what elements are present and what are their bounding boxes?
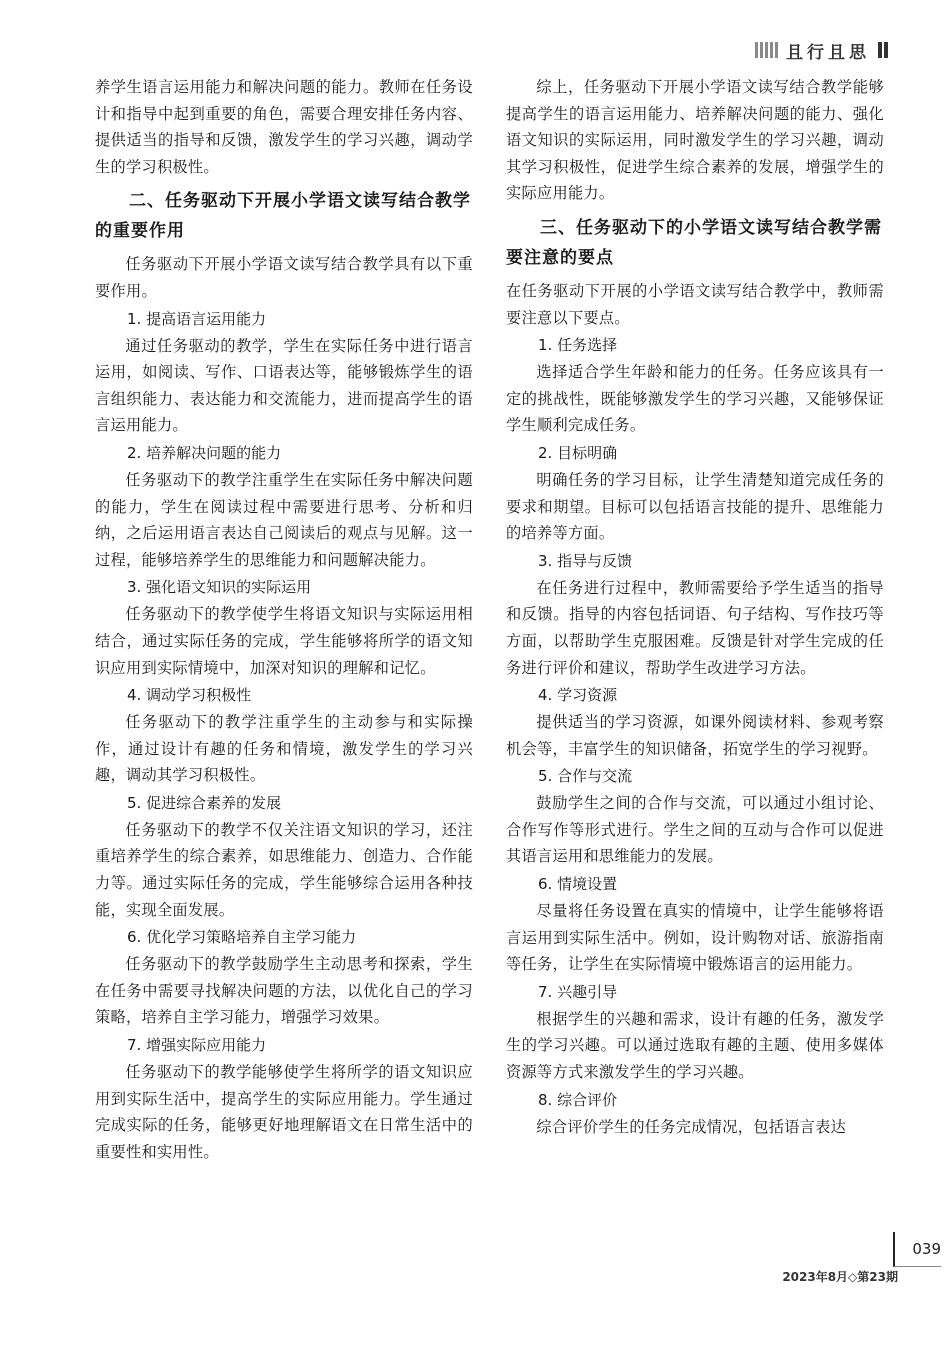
paragraph: 任务驱动下的教学鼓励学生主动思考和探索，学生在任务中需要寻找解决问题的方法，以优化自己的学习策略，培养自主学习能力，增强学习效果。: [95, 955, 473, 1027]
subheading: 7. 兴趣引导: [538, 982, 618, 1001]
subheading: 2. 培养解决问题的能力: [127, 443, 282, 462]
left-column: [95, 74, 473, 1165]
page-number: 039: [893, 1232, 941, 1267]
subheading: 4. 调动学习积极性: [127, 686, 252, 705]
issue-label: 2023年8月◇第23期: [782, 1270, 898, 1284]
paragraph: 任务驱动下的教学注重学生的主动参与和实际操作，通过设计有趣的任务和情境，激发学生的学习兴趣，调动其学习积极性。: [95, 713, 473, 785]
subheading: 3. 指导与反馈: [538, 551, 633, 570]
subheading: 2. 目标明确: [538, 443, 618, 462]
paragraph: 养学生语言运用能力和解决问题的能力。教师在任务设计和指导中起到重要的角色，需要合理安排任务内容、提供适当的指导和反馈，激发学生的学习兴趣，调动学生的学习积极性。: [95, 78, 473, 176]
paragraph: 综上，任务驱动下开展小学语文读写结合教学能够提高学生的语言运用能力、培养解决问题的能力、强化语文知识的实际运用，同时激发学生的学习兴趣，调动其学习积极性，促进学生综合素养的发展，增强学生的实际应用能力。: [506, 78, 884, 203]
header-decoration-right: [878, 41, 888, 59]
subheading: 1. 任务选择: [538, 336, 618, 355]
right-column: [506, 74, 884, 1140]
subheading: 6. 优化学习策略培养自主学习能力: [127, 928, 357, 947]
paragraph: 在任务驱动下开展的小学语文读写结合教学中，教师需要注意以下要点。: [506, 281, 884, 327]
paragraph: 选择适合学生年龄和能力的任务。任务应该具有一定的挑战性，既能够激发学生的学习兴趣，又能够保证学生顺利完成任务。: [506, 363, 884, 435]
paragraph: 任务驱动下的教学使学生将语文知识与实际运用相结合，通过实际任务的完成，学生能够将所学的语文知识应用到实际情境中，加深对知识的理解和记忆。: [95, 605, 473, 677]
subheading: 1. 提高语言运用能力: [127, 309, 267, 328]
subheading: 8. 综合评价: [538, 1090, 618, 1109]
paragraph: 根据学生的兴趣和需求，设计有趣的任务，激发学生的学习兴趣。可以通过选取有趣的主题、使用多媒体资源等方式来激发学生的学习兴趣。: [506, 1009, 884, 1082]
paragraph: 通过任务驱动的教学，学生在实际任务中进行语言运用，如阅读、写作、口语表达等，能够锻炼学生的语言组织能力、表达能力和交流能力，进而提高学生的语言运用能力。: [95, 336, 473, 435]
paragraph: 提供适当的学习资源，如课外阅读材料、参观考察机会等，丰富学生的知识储备，拓宽学生的学习视野。: [506, 713, 884, 758]
paragraph: 明确任务的学习目标，让学生清楚知道完成任务的要求和期望。目标可以包括语言技能的提升、思维能力的培养等方面。: [506, 470, 884, 543]
header-decoration-left: [755, 41, 778, 59]
paragraph: 鼓励学生之间的合作与交流，可以通过小组讨论、合作写作等形式进行。学生之间的互动与合作可以促进其语言运用和思维能力的发展。: [506, 794, 884, 866]
running-header: [755, 38, 888, 62]
section-heading: 三、任务驱动下的小学语文读写结合教学需要注意的要点: [506, 217, 882, 268]
subheading: 3. 强化语文知识的实际运用: [127, 578, 312, 597]
paragraph: 尽量将任务设置在真实的情境中，让学生能够将语言运用到实际生活中。例如，设计购物对话、旅游指南等任务，让学生在实际情境中锻炼语言的运用能力。: [506, 902, 884, 974]
section-heading: 二、任务驱动下开展小学语文读写结合教学的重要作用: [95, 191, 471, 242]
paragraph: 任务驱动下的教学能够使学生将所学的语文知识应用到实际生活中，提高学生的实际应用能力。学生通过完成实际的任务，能够更好地理解语文在日常生活中的重要性和实用性。: [95, 1063, 473, 1161]
subheading: 6. 情境设置: [538, 875, 618, 894]
subheading: 5. 合作与交流: [538, 767, 633, 786]
subheading: 4. 学习资源: [538, 686, 618, 705]
paragraph: 综合评价学生的任务完成情况，包括语言表达: [536, 1117, 847, 1136]
paragraph: 任务驱动下的教学不仅关注语文知识的学习，还注重培养学生的综合素养，如思维能力、创造力、合作能力等。通过实际任务的完成，学生能够综合运用各种技能，实现全面发展。: [95, 820, 473, 919]
paragraph: 任务驱动下开展小学语文读写结合教学具有以下重要作用。: [95, 255, 473, 300]
subheading: 7. 增强实际应用能力: [127, 1036, 267, 1055]
subheading: 5. 促进综合素养的发展: [127, 793, 282, 812]
header-title: 且行且思: [786, 42, 870, 63]
paragraph: 任务驱动下的教学注重学生在实际任务中解决问题的能力，学生在阅读过程中需要进行思考、分析和归纳，之后运用语言表达自己阅读后的观点与见解。这一过程，能够培养学生的思维能力和问题解决能力。: [95, 470, 473, 569]
paragraph: 在任务进行过程中，教师需要给予学生适当的指导和反馈。指导的内容包括词语、句子结构、写作技巧等方面，以帮助学生克服困难。反馈是针对学生完成的任务进行评价和建议，帮助学生改进学习方法。: [506, 578, 884, 677]
